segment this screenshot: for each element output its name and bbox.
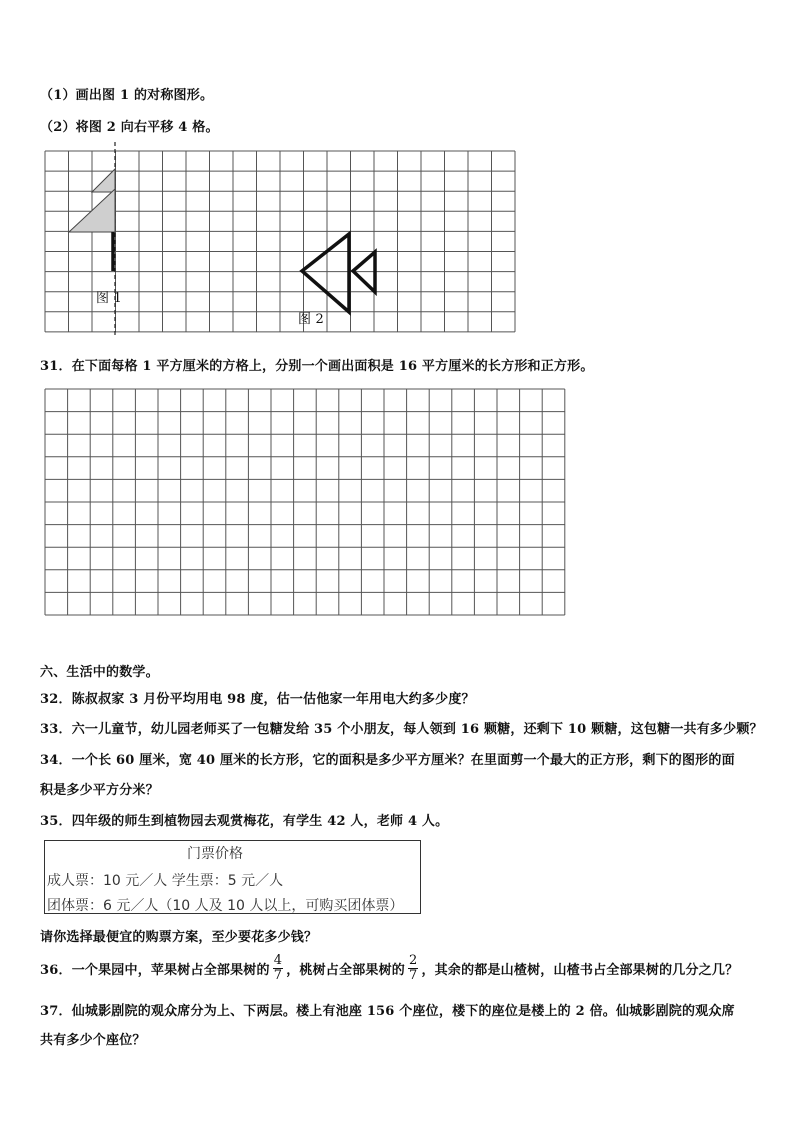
- fig2-large-triangle: [302, 234, 349, 312]
- question-36: [40, 950, 738, 986]
- ticket-row-2: 团体票：6 元／人（10 人及 10 人以上，可购买团体票）: [47, 898, 404, 914]
- question-35-ask: 请你选择最便宜的购票方案，至少要花多少钱？: [40, 930, 318, 945]
- question-33: 33．六一儿童节，幼儿园老师买了一包糖发给 35 个小朋友，每人领到 16 颗糖，还剩下 10 颗糖，这包糖一共有多少颗？: [40, 722, 763, 737]
- ticket-price-table: [44, 840, 421, 914]
- q36-part2: ，桃树占全部果树的: [286, 962, 405, 978]
- fraction-4-7: $\frac{4}{7}$: [273, 952, 283, 983]
- instruction-part2: （2）将图 2 向右平移 4 格。: [40, 120, 219, 135]
- ticket-title: 门票价格: [187, 846, 243, 862]
- figure-grid-1: [0, 140, 794, 340]
- ticket-row-1: 成人票：10 元／人 学生票：5 元／人: [47, 873, 284, 889]
- question-34-line2: 积是多少平方分米？: [40, 783, 159, 798]
- question-37-line1: 37．仙城影剧院的观众席分为上、下两层。楼上有池座 156 个座位，楼下的座位是楼上的 2 倍。仙城影剧院的观众席: [40, 1004, 735, 1019]
- q36-part1: 36．一个果园中，苹果树占全部果树的: [40, 962, 270, 978]
- question-37-line2: 共有多少个座位？: [40, 1033, 146, 1048]
- fraction-2-7: $\frac{2}{7}$: [409, 952, 418, 983]
- question-32: 32．陈叔叔家 3 月份平均用电 98 度，估一估他家一年用电大约多少度？: [40, 692, 475, 707]
- q36-part3: ，其余的都是山楂树，山楂书占全部果树的几分之几？: [421, 962, 739, 978]
- instruction-part1: （1）画出图 1 的对称图形。: [40, 88, 214, 103]
- question-31: 31．在下面每格 1 平方厘米的方格上，分别一个画出面积是 16 平方厘米的长方形和正方形。: [40, 359, 594, 374]
- question-34-line1: 34．一个长 60 厘米，宽 40 厘米的长方形，它的面积是多少平方厘米？在里面剪一个最大的正方形，剩下的图形的面: [40, 753, 735, 768]
- section-6-title: 六、生活中的数学。: [40, 665, 159, 680]
- fig1-label: 图 1: [96, 291, 123, 306]
- question-35: 35．四年级的师生到植物园去观赏梅花，有学生 42 人，老师 4 人。: [40, 814, 449, 829]
- drawing-grid-2: [0, 380, 794, 620]
- fig1-triangle-top: [92, 169, 115, 192]
- fig2-label: 图 2: [298, 312, 325, 327]
